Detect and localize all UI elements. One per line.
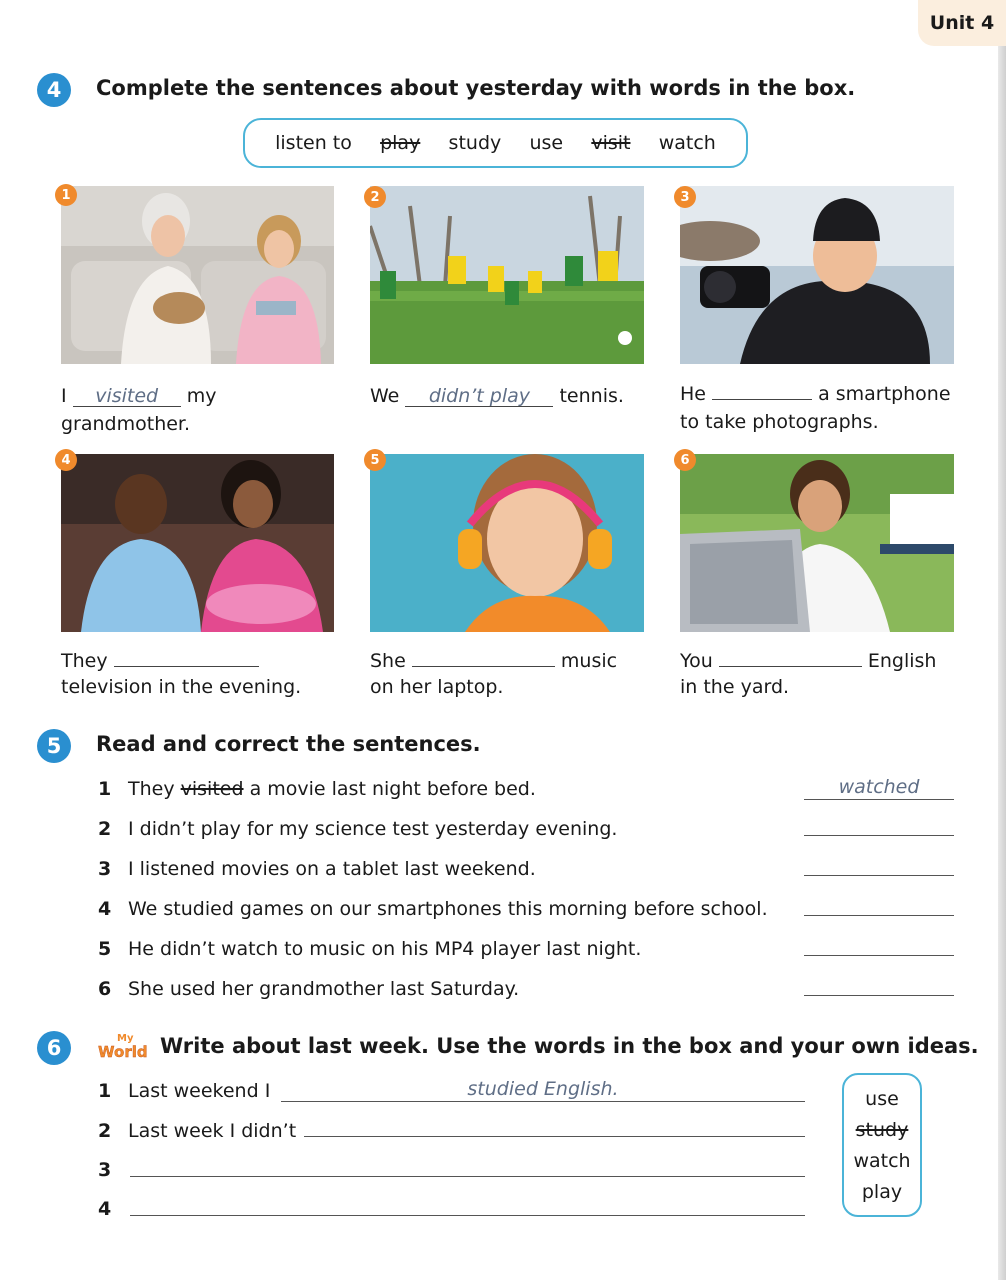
ex5-row-3-number: 3	[98, 858, 112, 880]
exercise-5-title: Read and correct the sentences.	[96, 732, 481, 756]
my-world-badge-top: My	[117, 1033, 134, 1044]
photo-girl-headphones	[370, 454, 644, 632]
caption-6-blank[interactable]	[719, 666, 862, 667]
photo-boy-laptop	[680, 454, 954, 632]
word-box	[243, 118, 748, 168]
caption-1	[61, 382, 216, 438]
ex5-row-1-text-end: a movie last night before bed.	[243, 778, 536, 800]
caption-4	[61, 648, 301, 700]
ex5-answer-6[interactable]	[804, 972, 954, 996]
caption-3	[680, 380, 951, 436]
caption-2-answer: didn’t play	[428, 385, 531, 407]
box-word-watch: watch	[658, 132, 716, 154]
exercise-4-title: Complete the sentences about yesterday with words in the box.	[96, 76, 856, 100]
box-word-study: study	[448, 132, 502, 154]
ex6-row-2-number: 2	[98, 1120, 112, 1142]
ex5-row-1-text: They	[128, 778, 181, 800]
ex5-row-1-struck: visited	[180, 778, 244, 800]
ex5-answer-3[interactable]	[804, 852, 954, 876]
ex5-row-4	[98, 898, 768, 920]
my-world-badge-bottom: World	[98, 1043, 148, 1061]
ex6-answer-2[interactable]	[304, 1113, 805, 1137]
ex6-answer-4[interactable]	[130, 1192, 805, 1216]
ex5-row-6	[98, 978, 519, 1000]
caption-2-end: tennis.	[559, 385, 624, 407]
caption-2	[370, 382, 624, 410]
ex6-row-3	[98, 1159, 128, 1181]
picture-number-1: 1	[55, 184, 77, 206]
photo-kids-watching-tv	[61, 454, 334, 632]
page-edge	[998, 46, 1006, 1280]
ex5-row-3	[98, 858, 536, 880]
ex5-row-2	[98, 818, 617, 840]
ex6-box-word-use: use	[865, 1087, 899, 1110]
caption-5-start: She	[370, 650, 406, 672]
picture-number-2: 2	[364, 186, 386, 208]
ex6-answer-1-text: studied English.	[467, 1078, 619, 1100]
ex5-row-5-number: 5	[98, 938, 112, 960]
ex5-answer-2[interactable]	[804, 812, 954, 836]
ex6-box-word-play: play	[861, 1180, 903, 1203]
ex6-row-1	[98, 1080, 270, 1102]
ex6-row-1-text: Last weekend I	[128, 1080, 271, 1102]
exercise-6-title: Write about last week. Use the words in the box and your own ideas.	[160, 1034, 979, 1058]
picture-number-6: 6	[674, 449, 696, 471]
caption-5-blank[interactable]	[412, 666, 555, 667]
ex6-row-3-number: 3	[98, 1159, 112, 1181]
caption-2-start: We	[370, 385, 400, 407]
ex6-answer-1[interactable]	[281, 1078, 805, 1102]
photo-boy-camera	[680, 186, 954, 364]
ex6-row-1-number: 1	[98, 1080, 112, 1102]
caption-6-start: You	[680, 650, 713, 672]
caption-1-answer: visited	[95, 385, 159, 407]
caption-6-end: English	[867, 650, 937, 672]
my-world-badge-icon	[97, 1030, 151, 1062]
caption-4-blank[interactable]	[114, 666, 259, 667]
ex6-box-word-watch: watch	[853, 1149, 911, 1172]
ex5-row-1-number: 1	[98, 778, 112, 800]
ex6-row-2	[98, 1120, 296, 1142]
ex5-row-2-number: 2	[98, 818, 112, 840]
caption-4-line2: television in the evening.	[61, 676, 302, 698]
caption-3-blank[interactable]	[712, 399, 812, 400]
ex5-answer-1[interactable]	[804, 776, 954, 800]
box-word-listen-to: listen to	[275, 132, 352, 154]
exercise-4-number: 4	[37, 73, 71, 107]
ex5-row-4-number: 4	[98, 898, 112, 920]
ex6-row-4-number: 4	[98, 1198, 112, 1220]
ex5-row-2-text: I didn’t play for my science test yesterday evening.	[128, 818, 618, 840]
caption-3-start: He	[680, 383, 706, 405]
box-word-use: use	[529, 132, 564, 154]
caption-2-blank[interactable]	[405, 386, 553, 407]
exercise-6-number: 6	[37, 1031, 71, 1065]
picture-number-5: 5	[364, 449, 386, 471]
box-word-play: play	[380, 132, 421, 154]
caption-1-start: I	[61, 385, 67, 407]
ex5-row-6-number: 6	[98, 978, 112, 1000]
ex5-row-3-text: I listened movies on a tablet last weekend.	[128, 858, 536, 880]
caption-5-line2: on her laptop.	[370, 676, 504, 698]
ex5-answer-1-text: watched	[838, 776, 920, 798]
caption-1-end: my	[186, 385, 217, 407]
photo-football-game	[370, 186, 644, 364]
ex6-row-4	[98, 1198, 128, 1220]
ex5-answer-5[interactable]	[804, 932, 954, 956]
ex6-box-word-study: study	[855, 1118, 909, 1141]
picture-number-4: 4	[55, 449, 77, 471]
caption-1-line2: grandmother.	[61, 413, 191, 435]
caption-5-end: music	[560, 650, 618, 672]
caption-6	[680, 648, 936, 700]
caption-5	[370, 648, 617, 700]
caption-3-line2: to take photographs.	[680, 411, 879, 433]
photo-grandmother-knitting	[61, 186, 334, 364]
ex5-row-1	[98, 778, 536, 800]
caption-6-line2: in the yard.	[680, 676, 790, 698]
unit-label: Unit 4	[918, 0, 1006, 46]
exercise-5-number: 5	[37, 729, 71, 763]
caption-3-end: a smartphone	[818, 383, 951, 405]
caption-4-start: They	[61, 650, 108, 672]
caption-1-blank[interactable]	[73, 386, 181, 407]
ex5-row-6-text: She used her grandmother last Saturday.	[128, 978, 520, 1000]
ex6-row-2-text: Last week I didn’t	[128, 1120, 297, 1142]
ex6-answer-3[interactable]	[130, 1153, 805, 1177]
ex5-answer-4[interactable]	[804, 892, 954, 916]
ex5-row-4-text: We studied games on our smartphones this morning before school.	[128, 898, 768, 920]
ex5-row-5	[98, 938, 641, 960]
picture-number-3: 3	[674, 186, 696, 208]
ex5-row-5-text: He didn’t watch to music on his MP4 player last night.	[128, 938, 642, 960]
box-word-visit: visit	[591, 132, 631, 154]
ex6-word-box	[842, 1073, 922, 1217]
